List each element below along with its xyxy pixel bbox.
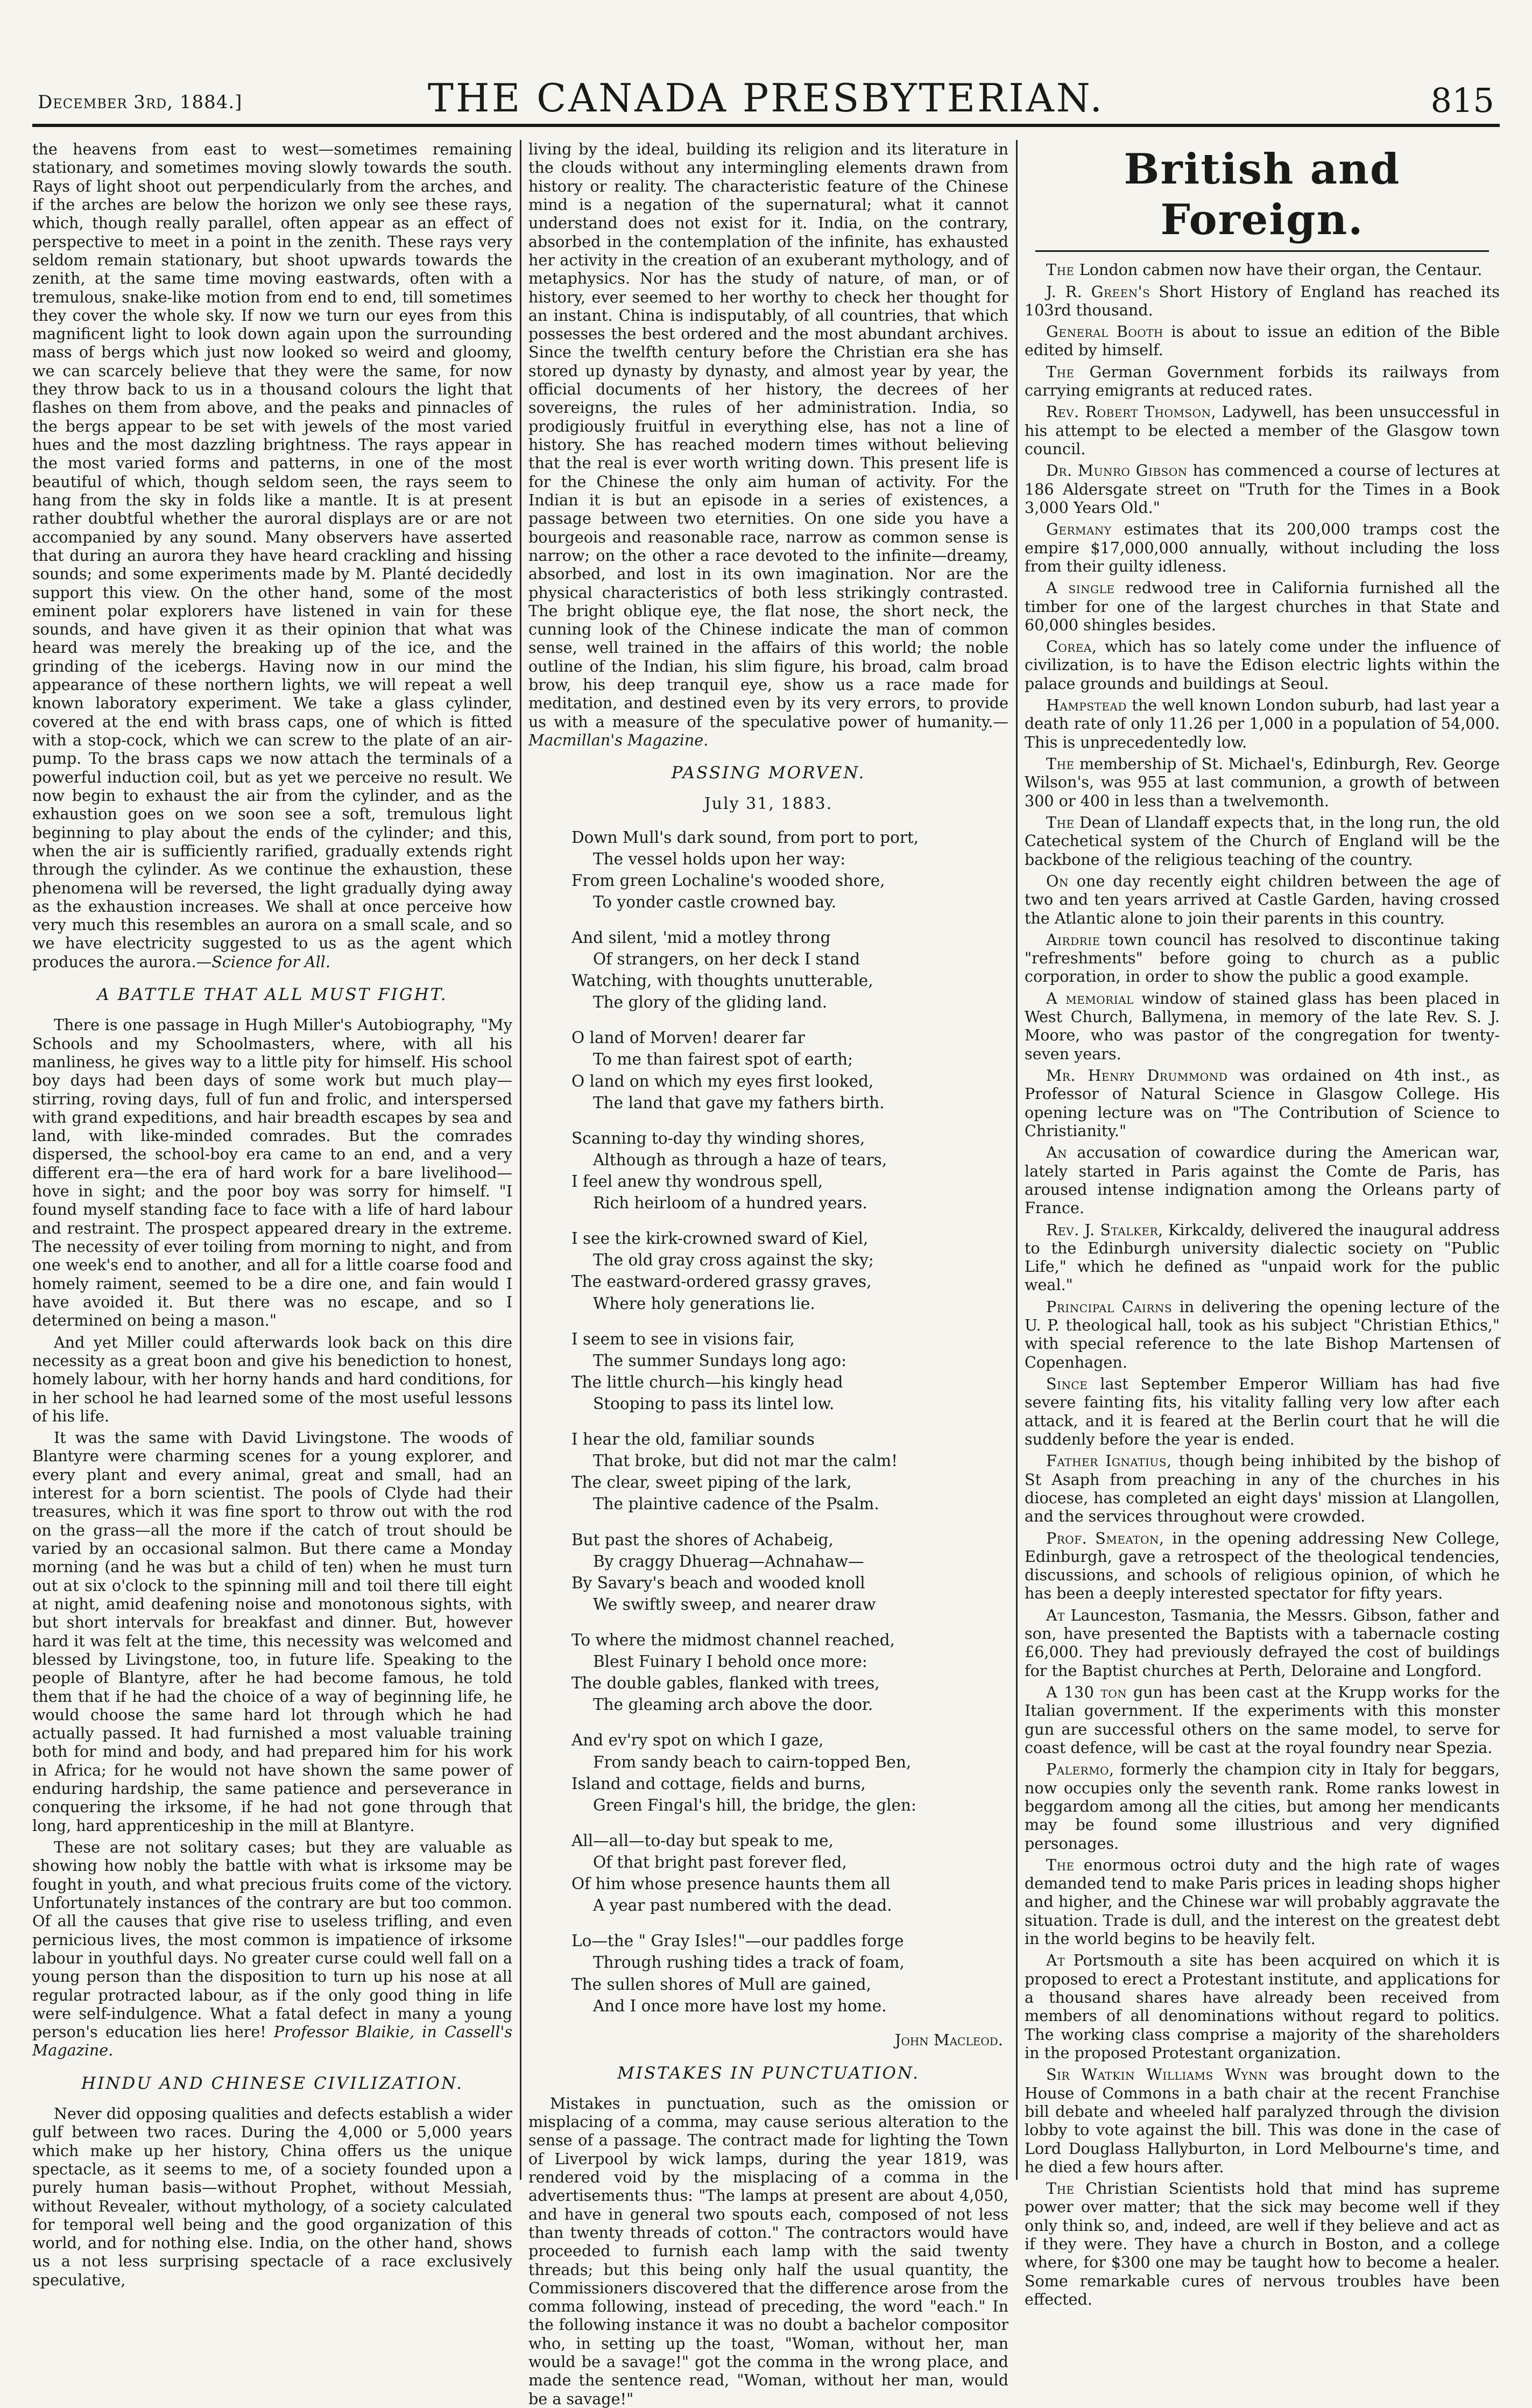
news-item-text: town council has resolved to discontinue taking "refreshments" before going to church as a public corporation, in order to show the public a good example. bbox=[1025, 930, 1500, 986]
poem-line: O land of Morven! dearer far bbox=[571, 1029, 805, 1047]
poem-line: But past the shores of Achabeig, bbox=[571, 1530, 834, 1549]
poem-stanza bbox=[571, 1027, 1008, 1113]
poem-line: To where the midmost channel reached, bbox=[571, 1631, 895, 1649]
poem-line: I hear the old, familiar sounds bbox=[571, 1430, 815, 1449]
poem-line: And I once more have lost my home. bbox=[593, 1996, 887, 2015]
news-item-lead: General Booth bbox=[1046, 322, 1163, 341]
news-item bbox=[1025, 872, 1500, 927]
poem-line: Scanning to-day thy winding shores, bbox=[571, 1129, 865, 1147]
poem-stanza bbox=[571, 1529, 1008, 1615]
news-item bbox=[1025, 1760, 1500, 1853]
news-item-text: Christian Scientists hold that mind has supreme power over matter; that the sick may become well if they only think so, and, indeed, are well if they believe and act as if they were. They have a church in Boston, and a college where, for $300 one may be taught how to become a healer. Some remarkable cures of nervous troubles have been effected. bbox=[1025, 2179, 1500, 2308]
news-item-lead: A 130 ton bbox=[1046, 1683, 1127, 1701]
news-item-lead: Dr. Munro Gibson bbox=[1046, 461, 1188, 480]
poem-line: The glory of the gliding land. bbox=[593, 993, 828, 1012]
news-item-lead: Father Ignatius, bbox=[1046, 1452, 1172, 1470]
column-divider bbox=[520, 140, 521, 2180]
article-paragraph: Mistakes in punctuation, such as the omission or misplacing of a comma, may cause serious alteration to the sense of a passage. The contract made for lighting the Town of Liverpool by wick lamps, during the year 1819, was rendered void by the misplacing of a comma in the advertisements thus: "The lamps at present are about 4,050, and have in general two spouts each, composed of not less than twenty threads of cotton." The contractors would have proceeded to furnish each lamp with the said twenty threads; but this being only half the usual quantity, the Commissioners discovered that the difference arose from the comma following, instead of preceding, the word "each." In the following instance it was no doubt a bachelor compositor who, in setting up the toast, "Woman, without her, man would be a savage!" got the comma in the wrong place, and made the sentence read, "Woman, without her man, would be a savage!" bbox=[528, 2094, 1008, 2408]
section-rule bbox=[1035, 250, 1489, 252]
news-item-lead: Since bbox=[1046, 1375, 1088, 1393]
news-item-lead: Principal Cairns bbox=[1046, 1297, 1173, 1316]
article-paragraph: There is one passage in Hugh Miller's Autobiography, "My Schools and my Schoolmasters, where, with all his manliness, he gives way to a little pity for himself. His school boy days had been days of some work but much play—stirring, roving days, full of fun and frolic, and interspersed with grand expeditions, and hair breadth escapes by sea and land, with like-minded comrades. But the comrades dispersed, the school-boy era came to an end, and a very different era—the era of hard work for a bare livelihood—hove in sight; and the poor boy was sorry for himself. "I found myself standing face to face with a life of hard labour and restraint. The prospect appeared dreary in the extreme. The necessity of ever toiling from morning to night, and from one week's end to another, and all for a little coarse food and homely raiment, seemed to be a dire one, and fain would I have avoided it. But there was no escape, and so I determined on being a mason." bbox=[32, 1016, 512, 1330]
news-item bbox=[1025, 1683, 1500, 1757]
news-item-lead: Airdrie bbox=[1046, 930, 1100, 949]
news-item-text: redwood tree in California furnished all the timber for one of the largest churches in that State and 60,000 shingles besides. bbox=[1025, 579, 1500, 634]
poem-line: Green Fingal's hill, the bridge, the glen: bbox=[593, 1796, 916, 1814]
news-item bbox=[1025, 637, 1500, 693]
poem-line: The plaintive cadence of the Psalm. bbox=[593, 1495, 879, 1513]
poem-line: The sullen shores of Mull are gained, bbox=[571, 1975, 871, 1994]
news-item bbox=[1025, 2065, 1500, 2176]
news-item bbox=[1025, 260, 1500, 279]
news-item bbox=[1025, 1221, 1500, 1294]
news-item-text: in the opening addressing New College, Edinburgh, gave a retrospect of the theological tendencies, discussions, and schools of religious opinion, of which he has been a deeply interested spectator for fifty years. bbox=[1025, 1529, 1500, 1603]
poem-stanza bbox=[571, 1228, 1008, 1314]
news-item-text: though being inhibited by the bishop of St Asaph from preaching in any of the churches in his diocese, has completed an eight days' mission at Llangollen, and the services throughout were crowded. bbox=[1025, 1452, 1500, 1526]
poem-line: A year past numbered with the dead. bbox=[593, 1896, 892, 1915]
news-item-lead: Palermo, bbox=[1046, 1760, 1114, 1779]
news-item bbox=[1025, 2179, 1500, 2308]
news-item-text: one day recently eight children between the age of two and ten years arrived at Castle Garden, having crossed the Atlantic alone to join their parents in this country. bbox=[1025, 871, 1500, 927]
masthead bbox=[32, 43, 1500, 127]
column-divider bbox=[1016, 140, 1018, 2180]
news-item-lead: The bbox=[1046, 813, 1075, 832]
news-item-text: gun has been cast at the Krupp works for the Italian government. If the experiments with this monster gun are successful others on the same model, to serve for coast defence, will be cast at the royal foundry near Spezia. bbox=[1025, 1683, 1500, 1757]
news-item bbox=[1025, 1375, 1500, 1448]
poem-line: That broke, but did not mar the calm! bbox=[593, 1452, 898, 1470]
poem-line: I see the kirk-crowned sward of Kiel, bbox=[571, 1229, 869, 1248]
poem-line: The eastward-ordered grassy graves, bbox=[571, 1272, 872, 1291]
news-item-lead: The bbox=[1046, 1855, 1075, 1874]
poem-line: Down Mull's dark sound, from port to port, bbox=[571, 828, 919, 847]
poem-stanza bbox=[571, 927, 1008, 1013]
news-item-lead: The bbox=[1046, 2179, 1075, 2198]
poem-line: Where holy generations lie. bbox=[593, 1294, 815, 1313]
article-paragraph: living by the ideal, building its religion and its literature in the clouds without any intermingling elements drawn from history or reality. The characteristic feature of the Chinese mind is a negation of the supernatural; what it cannot understand does not exist for it. India, on the contrary, absorbed in the contemplation of the infinite, has exhausted her activity in the creation of an exuberant mythology, and of metaphysics. Nor has the study of nature, of man, or of history, ever seemed to her worthy to check her thought for an instant. China is indisputably, of all countries, that which possesses the best ordered and the most abundant archives. Since the twelfth century before the Christian era she has stored up dynasty by dynasty, and almost year by year, the official documents of her history, the decrees of her sovereigns, the rules of her administration. India, so prodigiously fruitful in everything else, has not a line of history. She has reached modern times without believing that the real is ever worth writing down. This present life is for the Chinese the only aim human of activity. For the Indian it is but an episode in a series of existences, a passage between two eternities. On one side you have a bourgeois and reasonable race, narrow as common sense is narrow; on the other a race devoted to the infinite—dreamy, absorbed, and lost in its own imagination. Nor are the physical characteristics of both less strikingly contrasted. The bright oblique eye, the flat nose, the short neck, the cunning look of the Chinese indicate the man of common sense, well trained in the affairs of this world; the noble outline of the Indian, his slim figure, his broad, calm broad brow, his deep tranquil eye, show us a race made for meditation, and destined even by its very errors, to provide us with a measure of the speculative power of humanity.—Macmillan's Magazine. bbox=[528, 140, 1008, 749]
poem-line: And silent, 'mid a motley throng bbox=[571, 928, 831, 947]
poem-title: PASSING MORVEN. bbox=[671, 763, 866, 783]
news-item-lead: An bbox=[1046, 1143, 1068, 1162]
column-3 bbox=[1025, 140, 1500, 2308]
poem-line: Of that bright past forever fled, bbox=[593, 1853, 847, 1871]
newspaper-title: THE CANADA PRESBYTERIAN. bbox=[427, 75, 1105, 121]
poem-line: Through rushing tides a track of foam, bbox=[593, 1953, 905, 1972]
news-item-lead: J. R. Green's bbox=[1046, 282, 1150, 301]
poem-line: The land that gave my fathers birth. bbox=[593, 1093, 885, 1112]
news-item-lead: Hampstead bbox=[1046, 696, 1127, 715]
news-item-text: was brought down to the House of Commons in a bath chair at the recent Franchise bill debate and wheeled half paralyzed through the division lobby to vote against the bill. This was done in the case of Lord Douglass Hallyburton, in Lord Melbourne's time, and he died a few hours after. bbox=[1025, 2065, 1500, 2176]
news-item-text: in delivering the opening lecture of the U. P. theological hall, took as his subject "Christian Ethics," with special reference to the late Bishop Martensen of Copenhagen. bbox=[1025, 1297, 1500, 1371]
news-item-lead: At bbox=[1046, 1951, 1065, 1970]
article-paragraph: Never did opposing qualities and defects establish a wider gulf between two races. During the 4,000 or 5,000 years which make up her history, China offers us the unique spectacle, as it seems to me, of a society founded upon a purely human basis—without Prophet, without Messiah, without Revealer, without mythology, of a society calculated for temporal well being and the good organization of this world, and for nothing else. India, on the other hand, shows us a not less surprising spectacle of a race exclusively speculative, bbox=[32, 2104, 512, 2289]
news-item bbox=[1025, 322, 1500, 360]
news-item bbox=[1025, 1951, 1500, 2062]
news-item-text: has commenced a course of lectures at 186 Aldersgate street on "Truth for the Times in a Book 3,000 Years Old." bbox=[1025, 461, 1500, 517]
poem-line: Watching, with thoughts unutterable, bbox=[571, 971, 873, 990]
article-title: HINDU AND CHINESE CIVILIZATION. bbox=[81, 2073, 463, 2093]
news-item-text: London cabmen now have their organ, the Centaur. bbox=[1079, 260, 1482, 279]
news-item-text: which has so lately come under the influence of civilization, is to have the Edison electric lights within the palace grounds and buildings at Seoul. bbox=[1025, 637, 1500, 693]
poem-line: Lo—the " Gray Isles!"—our paddles forge bbox=[571, 1932, 904, 1951]
poem bbox=[571, 827, 1008, 2017]
news-item-lead: On bbox=[1046, 871, 1069, 890]
article-paragraph: the heavens from east to west—sometimes remaining stationary, and sometimes moving slowly towards the south. Rays of light shoot out perpendicularly from the arches, and if the arches are below the horizon we only see these rays, which, though really parallel, often appear as an effect of perspective to meet in a point in the zenith. These rays very seldom remain stationary, but shoot upwards towards the zenith, at the same time moving eastwards, often with a tremulous, snake-like motion from end to end, till sometimes they cover the whole sky. If now we turn our eyes from this magnificent light to look down again upon the surrounding mass of bergs which just now looked so weird and gloomy, we can scarcely believe that they were the same, for now they throw back to us in a thousand colours the light that flashes on them from above, and the peaks and pinnacles of the bergs appear to be set with jewels of the most varied hues and the most dazzling brightness. The rays appear in the most varied forms and patterns, in one of the most beautiful of which, though seldom seen, the rays seem to hang from the sky in folds like a mantle. It is at present rather doubtful whether the auroral displays are or are not accompanied by any sound. Many observers have asserted that during an aurora they have heard crackling and hissing sounds; and some experiments made by M. Planté decidedly support this view. On the other hand, some of the most eminent polar explorers have listened in vain for these sounds, and have given it as their opinion that what was heard was merely the breaking up of the ice, and the grinding of the icebergs. Having now in our mind the appearance of these northern lights, we will repeat a well known laboratory experiment. We take a glass cylinder, covered at the end with brass caps, one of which is fitted with a stop-cock, which we can screw to the plate of an air-pump. To the brass caps we now attach the terminals of a powerful induction coil, but as yet we perceive no result. We now begin to exhaust the air from the cylinder, and as the exhaustion goes on we soon see a soft, tremulous light beginning to play about the ends of the cylinder; and this, when the air is sufficiently rarified, gradually extends right through the cylinder. As we continue the exhaustion, these phenomena will be reversed, the light gradually dying away as the exhaustion increases. We shall at once perceive how very much this resembles an aurora on a small scale, and so we have electricity suggested to us as the agent which produces the aurora.—Science for All. bbox=[32, 140, 512, 971]
poem-line: By Savary's beach and wooded knoll bbox=[571, 1573, 865, 1592]
news-item-text: membership of St. Michael's, Edinburgh, Rev. George Wilson's, was 955 at last communion, a growth of between 300 or 400 in less than a twelvemonth. bbox=[1025, 755, 1500, 810]
poem-stanza bbox=[571, 1830, 1008, 1916]
news-item-text: enormous octroi duty and the high rate of wages demanded tend to make Paris prices in leading shops higher and higher, and the Chinese war will probably aggravate the situation. Trade is dull, and the interest on the greatest debt in the world begins to be heavily felt. bbox=[1025, 1855, 1500, 1948]
poem-stanza bbox=[571, 1930, 1008, 2016]
news-item-lead: Prof. Smeaton, bbox=[1046, 1529, 1164, 1547]
article-paragraph: It was the same with David Livingstone. The woods of Blantyre were charming scenes for a young explorer, and every plant and every animal, great and small, had an interest for a born scientist. The pools of Clyde had their treasures, which it was fine sport to throw out with the rod on the grass—all the more if the catch of trout should be varied by an occasional salmon. But there came a Monday morning (and he was but a child of ten) when he must turn out at six o'clock to the spinning mill and toil there till eight at night, amid deafening noise and monotonous sights, with but short intervals for breakfast and dinner. But, however hard it was felt at the time, this necessity was welcomed and blessed by Livingstone, too, in future life. Speaking to the people of Blantyre, after he had become famous, he told them that if he had the choice of a way of beginning life, he would choose the same hard lot through which he had actually passed. It had furnished a most valuable training both for mind and body, and had prepared him for his work in Africa; for he would not have shown the same power of enduring hardship, the same patience and perseverance in conquering the irksome, if he had not gone through that long, hard apprenticeship in the mill at Blantyre. bbox=[32, 1428, 512, 1835]
poem-line: From sandy beach to cairn-topped Ben, bbox=[593, 1752, 912, 1771]
news-item bbox=[1025, 696, 1500, 751]
news-item bbox=[1025, 813, 1500, 869]
news-item-text: estimates that its 200,000 tramps cost the empire $17,000,000 annually, without including the loss from their guilty idleness. bbox=[1025, 520, 1500, 575]
news-item-lead: The bbox=[1046, 260, 1075, 279]
poem-line: The summer Sundays long ago: bbox=[593, 1351, 847, 1370]
news-item-text: German Government forbids its railways from carrying emigrants at reduced rates. bbox=[1025, 362, 1500, 400]
news-item-text: Kirkcaldy, delivered the inaugural address to the Edinburgh university dialectic society on "Public Life," which he defined as "unpaid work for the public weal." bbox=[1025, 1220, 1500, 1294]
poem-stanza bbox=[571, 1729, 1008, 1815]
news-item-text: was ordained on 4th inst., as Professor of Natural Science in Glasgow College. His opening lecture was on "The Contribution of Science to Christianity." bbox=[1025, 1066, 1500, 1140]
poem-line: Blest Fuinary I behold once more: bbox=[593, 1652, 867, 1671]
news-item bbox=[1025, 579, 1500, 634]
news-item-lead: Rev. Robert Thomson, bbox=[1046, 403, 1217, 421]
poem-line: By craggy Dhuerag—Achnahaw— bbox=[593, 1552, 864, 1571]
news-item bbox=[1025, 989, 1500, 1063]
news-item-text: formerly the champion city in Italy for beggars, now occupies only the seventh rank. Rome ranks lowest in beggardom among all the cities, but among her mendicants may be found some illustrious and very dignified personages. bbox=[1025, 1760, 1500, 1853]
news-item bbox=[1025, 403, 1500, 458]
poem-line: Although as through a haze of tears, bbox=[593, 1150, 887, 1169]
article-title: A BATTLE THAT ALL MUST FIGHT. bbox=[97, 985, 448, 1005]
news-item-lead: The bbox=[1046, 755, 1075, 773]
news-item bbox=[1025, 363, 1500, 400]
poem-line: From green Lochaline's wooded shore, bbox=[571, 871, 885, 890]
news-item-lead: Sir Watkin Williams Wynn bbox=[1046, 2065, 1268, 2084]
news-item bbox=[1025, 1529, 1500, 1603]
article-source: Science for All. bbox=[211, 952, 330, 971]
news-item bbox=[1025, 283, 1500, 320]
poem-date: July 31, 1883. bbox=[704, 794, 833, 813]
column-2 bbox=[528, 140, 1008, 2408]
news-item-lead: Corea, bbox=[1046, 637, 1097, 656]
poem-stanza bbox=[571, 1629, 1008, 1715]
poem-line: Rich heirloom of a hundred years. bbox=[593, 1194, 867, 1213]
poem-line: I seem to see in visions fair, bbox=[571, 1329, 795, 1348]
news-item bbox=[1025, 1298, 1500, 1371]
poem-line: The double gables, flanked with trees, bbox=[571, 1674, 880, 1693]
poem-line: Stooping to pass its lintel low. bbox=[593, 1395, 835, 1413]
news-items bbox=[1025, 260, 1500, 2308]
newspaper-page bbox=[32, 22, 1500, 2408]
news-item-lead: A single bbox=[1046, 579, 1115, 597]
news-item-text: Portsmouth a site has been acquired on which it is proposed to erect a Protestant institute, and applications for a thousand shares have already been received from members of all denominations without regard to politics. The working class comprise a majority of the shareholders in the proposed Protestant organization. bbox=[1025, 1951, 1500, 2062]
article-source: Macmillan's Magazine. bbox=[528, 731, 709, 749]
poem-line: We swiftly sweep, and nearer draw bbox=[593, 1595, 876, 1614]
poem-line: Island and cottage, fields and burns, bbox=[571, 1774, 866, 1793]
news-item bbox=[1025, 1606, 1500, 1680]
news-item-lead: Rev. J. Stalker, bbox=[1046, 1220, 1163, 1239]
poem-line: To me than fairest spot of earth; bbox=[593, 1050, 853, 1069]
news-item-text: Short History of England has reached its 103rd thousand. bbox=[1025, 282, 1500, 319]
poem-line: I feel anew thy wondrous spell, bbox=[571, 1172, 823, 1191]
poem-line: The old gray cross against the sky; bbox=[593, 1251, 874, 1270]
poem-line: And ev'ry spot on which I gaze, bbox=[571, 1731, 824, 1750]
news-item bbox=[1025, 1856, 1500, 1948]
section-title: British and Foreign. bbox=[1124, 145, 1401, 244]
news-item bbox=[1025, 1143, 1500, 1217]
article-paragraph: And yet Miller could afterwards look back on this dire necessity as a great boon and give his benediction to honest, homely labour, with her horny hands and hard conditions, for in her school he had learned some of the most useful lessons of his life. bbox=[32, 1333, 512, 1425]
news-item-text: is about to issue an edition of the Bible edited by himself. bbox=[1025, 322, 1500, 360]
poem-author: John Macleod. bbox=[894, 2030, 1003, 2049]
news-item bbox=[1025, 461, 1500, 517]
news-item bbox=[1025, 1066, 1500, 1140]
news-item bbox=[1025, 931, 1500, 986]
poem-line: To yonder castle crowned bay. bbox=[593, 892, 837, 911]
page-number: 815 bbox=[1430, 81, 1494, 120]
news-item-text: Ladywell, has been unsuccessful in his attempt to be elected a member of the Glasgow town council. bbox=[1025, 403, 1500, 458]
column-1 bbox=[32, 140, 513, 2289]
news-item-text: accusation of cowardice during the American war, lately started in Paris against the Comte de Paris, has aroused intense indignation among the Orleans party of France. bbox=[1025, 1143, 1500, 1217]
news-item bbox=[1025, 520, 1500, 575]
poem-line: All—all—to-day but speak to me, bbox=[571, 1831, 834, 1850]
article-source: Professor Blaikie, in Cassell's Magazine. bbox=[32, 2023, 513, 2060]
poem-stanza bbox=[571, 1428, 1008, 1515]
article-paragraph: These are not solitary cases; but they are valuable as showing how nobly the battle with what is irksome may be fought in youth, and what precious fruits come of the victory. Unfortunately instances of the contrary are but too common. Of all the causes that give rise to useless trifling, and even pernicious lives, the most common is impatience of irksome labour in youthful days. No greater curse could well fall on a young person than the disposition to turn up his nose at all regular protracted labour, as if the only good thing in life were self-indulgence. What a fatal defect in many a young person's education lies here! Professor Blaikie, in Cassell's Magazine. bbox=[32, 1838, 513, 2060]
news-item-lead: A memorial bbox=[1046, 989, 1134, 1008]
poem-line: Of him whose presence haunts them all bbox=[571, 1875, 891, 1893]
poem-line: Of strangers, on her deck I stand bbox=[593, 950, 860, 969]
poem-line: O land on which my eyes first looked, bbox=[571, 1072, 874, 1090]
poem-line: The little church—his kingly head bbox=[571, 1372, 843, 1391]
poem-line: The clear, sweet piping of the lark, bbox=[571, 1473, 852, 1492]
news-item-text: last September Emperor William has had five severe fainting fits, his vitality falling very low after each attack, and it is feared at the Berlin court that he will die suddenly before the year is ended. bbox=[1025, 1375, 1500, 1448]
news-item-text: Launceston, Tasmania, the Messrs. Gibson, father and son, have presented the Baptists with a tabernacle costing £6,000. They had previously defrayed the cost of buildings for the Baptist churches at Perth, Deloraine and Longford. bbox=[1025, 1606, 1500, 1680]
issue-date: December 3rd, 1884.] bbox=[38, 91, 243, 113]
news-item-text: window of stained glass has been placed in West Church, Ballymena, in memory of the late Rev. S. J. Moore, who was pastor of the congregation for twenty-seven years. bbox=[1025, 989, 1500, 1063]
news-item bbox=[1025, 755, 1500, 810]
poem-line: The gleaming arch above the door. bbox=[593, 1695, 873, 1714]
article-title: MISTAKES IN PUNCTUATION. bbox=[617, 2063, 920, 2083]
news-item-lead: The bbox=[1046, 362, 1075, 381]
news-item bbox=[1025, 1452, 1500, 1525]
poem-line: The vessel holds upon her way: bbox=[593, 849, 846, 868]
news-item-lead: Germany bbox=[1046, 520, 1112, 539]
news-item-text: Dean of Llandaff expects that, in the long run, the old Catechetical system of the Church of England will be the backbone of the religious teaching of the country. bbox=[1025, 813, 1500, 869]
poem-stanza bbox=[571, 1128, 1008, 1214]
poem-stanza bbox=[571, 827, 1008, 913]
news-item-text: the well known London suburb, had last year a death rate of only 11.26 per 1,000 in a population of 54,000. This is unprecedentedly low. bbox=[1025, 696, 1500, 751]
poem-stanza bbox=[571, 1328, 1008, 1414]
news-item-lead: Mr. Henry Drummond bbox=[1046, 1066, 1228, 1085]
news-item-lead: At bbox=[1046, 1606, 1065, 1624]
